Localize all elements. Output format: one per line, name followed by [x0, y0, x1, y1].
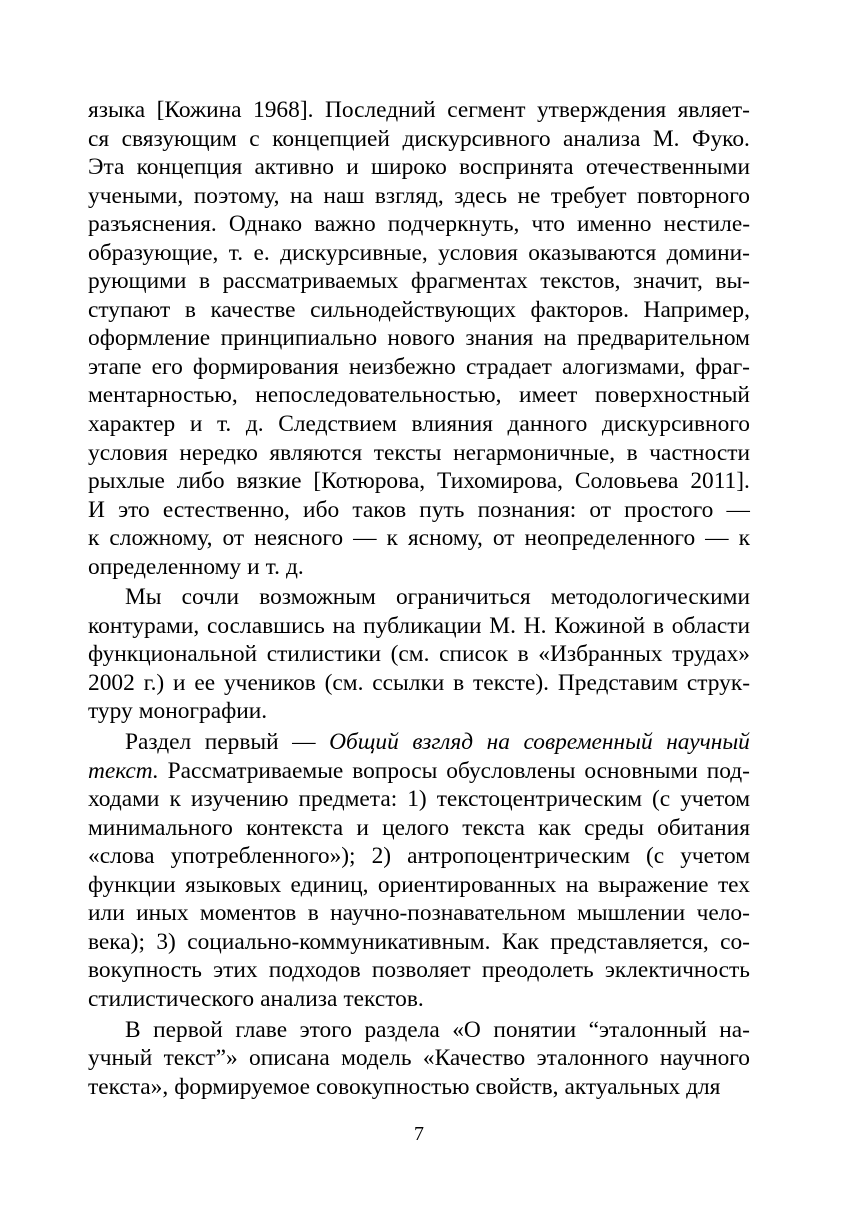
word: в — [184, 296, 196, 323]
word: первый — [204, 729, 279, 756]
body-text — [88, 96, 750, 1101]
word: рующими — [88, 268, 187, 295]
word: монографии. — [138, 698, 268, 725]
word: социально-коммуникативным. — [187, 928, 491, 955]
word: данного — [507, 411, 588, 438]
word: к — [169, 786, 181, 813]
text-line — [88, 496, 750, 525]
word: контекста — [246, 814, 344, 841]
text-line — [88, 814, 750, 843]
word: подходов — [268, 957, 361, 984]
word: частности — [649, 439, 750, 466]
word: являет- — [677, 97, 750, 123]
word: д. — [245, 411, 264, 438]
word: «слова — [88, 843, 155, 870]
word: условия — [88, 439, 168, 466]
text-line — [88, 296, 750, 325]
word: нестиле- — [663, 211, 750, 238]
word: на — [332, 612, 356, 639]
word: влияния — [411, 411, 493, 438]
word: анализа — [260, 985, 338, 1012]
word: и — [356, 814, 369, 841]
word: первой — [153, 1016, 223, 1043]
word: знания — [465, 325, 534, 352]
word: Н. — [523, 612, 547, 639]
word: Соловьева — [574, 468, 679, 495]
word: таков — [352, 496, 407, 523]
word: с — [249, 125, 260, 152]
word: имеет — [519, 382, 578, 409]
word: либо — [176, 468, 225, 495]
word: здесь — [454, 182, 507, 209]
word: именно — [577, 211, 652, 238]
word: учный — [88, 1045, 153, 1072]
text-line — [88, 928, 750, 957]
word: негармоничные, — [453, 439, 616, 466]
word: учеников — [223, 669, 316, 696]
word: целого — [382, 814, 450, 841]
word: его — [151, 353, 183, 380]
text-line — [88, 697, 750, 726]
word: вокупность — [88, 957, 202, 984]
word: и — [247, 553, 260, 580]
word: актуальных — [564, 1073, 681, 1100]
word: от — [589, 496, 611, 523]
word: широко — [371, 154, 447, 181]
word: 1968]. — [253, 97, 314, 123]
word: непоследовательностью, — [255, 382, 502, 409]
word: минимального — [88, 814, 233, 841]
text-line — [88, 210, 750, 239]
word: концепция — [136, 154, 243, 181]
word: Раздел — [125, 729, 192, 756]
word: неясного — [254, 525, 344, 552]
word: дискурсивного — [402, 125, 551, 152]
word: фрагментах — [410, 268, 528, 295]
word: современный — [523, 729, 653, 756]
word: «О — [452, 1016, 481, 1043]
word: 2) — [371, 843, 392, 870]
word: познания: — [477, 496, 577, 523]
text-line — [88, 899, 750, 928]
word: вы- — [715, 268, 750, 295]
word: подчеркнуть, — [387, 211, 520, 238]
word: ее — [194, 669, 216, 696]
word: отечественными — [585, 154, 750, 181]
word: области — [671, 612, 750, 639]
word: нового — [387, 325, 455, 352]
word: тексте). — [473, 669, 550, 696]
text-line — [88, 467, 750, 496]
word: оформление — [88, 325, 211, 352]
word: текстов, — [540, 268, 621, 295]
word: учеными, — [88, 182, 184, 209]
word: контурами, — [88, 612, 200, 639]
text-line — [88, 182, 750, 211]
word: характер — [88, 411, 176, 438]
word: повторного — [637, 182, 750, 209]
word: научного — [659, 1045, 750, 1072]
word: иных — [136, 900, 189, 927]
word: т. — [216, 411, 232, 438]
word: [Кожина — [156, 97, 242, 123]
word: что — [531, 211, 565, 238]
word: Рассматриваемые — [167, 757, 344, 784]
word: “эталонный — [588, 1016, 707, 1043]
word: ся — [88, 125, 110, 152]
word: совокупностью — [316, 1073, 470, 1100]
word: Однако — [228, 211, 303, 238]
word: со- — [720, 928, 750, 955]
text-line — [88, 125, 750, 154]
text-line — [88, 728, 750, 757]
word: не — [517, 182, 541, 209]
word: — — [726, 496, 750, 523]
word: этого — [299, 1016, 352, 1043]
word: фраг- — [695, 353, 750, 380]
word: неопределенного — [524, 525, 696, 552]
word: главе — [235, 1016, 288, 1043]
text-line — [88, 267, 750, 296]
text-line — [88, 353, 750, 382]
paragraph — [88, 1016, 750, 1102]
word: на — [486, 729, 510, 756]
word: ориентированных — [377, 871, 557, 898]
page-number: 7 — [414, 1123, 424, 1145]
word: разъяснения. — [88, 211, 217, 238]
word: ясному, — [407, 525, 483, 552]
word: в — [198, 268, 211, 295]
word: сегмент — [447, 97, 526, 123]
word: сложному, — [109, 525, 213, 552]
word: факторов. — [530, 296, 629, 323]
word: — — [292, 729, 316, 756]
word: алогизмами, — [562, 353, 686, 380]
word: (с — [646, 843, 665, 870]
word: как — [538, 814, 571, 841]
word: от — [492, 525, 515, 552]
word: и — [173, 669, 186, 696]
word: ступают — [88, 296, 171, 323]
word: рыхлые — [88, 468, 165, 495]
word: М. — [489, 612, 516, 639]
word: возможным — [259, 584, 376, 611]
text-line — [88, 439, 750, 468]
word: 2002 — [88, 669, 135, 696]
text-line — [88, 553, 750, 582]
word: формируемое — [174, 1073, 311, 1100]
word: важно — [314, 211, 376, 238]
word: сильнодействующих — [310, 296, 516, 323]
word: публикации — [363, 612, 482, 639]
word: поверхностный — [594, 382, 750, 409]
word: текста — [462, 814, 525, 841]
word: условия — [438, 239, 518, 266]
word: концепцией — [272, 125, 390, 152]
word: позволяет — [371, 957, 471, 984]
word: этих — [213, 957, 258, 984]
word: неизбежно — [348, 353, 456, 380]
word: преодолеть — [481, 957, 594, 984]
word: ибо — [303, 496, 340, 523]
word: раздела — [364, 1016, 440, 1043]
text-line — [88, 583, 750, 612]
word: этапе — [88, 353, 142, 380]
word: эталонного — [536, 1045, 649, 1072]
word: д. — [285, 553, 304, 580]
text-line — [88, 1044, 750, 1073]
word: Последний — [324, 97, 436, 123]
text-line — [88, 524, 750, 553]
word: взгляд, — [374, 182, 444, 209]
word: «Качество — [422, 1045, 526, 1072]
word: эклектичность — [604, 957, 750, 984]
word: Тихомирова, — [436, 468, 563, 495]
text-line — [88, 612, 750, 641]
word: Представим — [557, 669, 679, 696]
word: воспринята — [459, 154, 574, 181]
word: на — [543, 325, 567, 352]
word: выражение — [598, 871, 709, 898]
word: мышлении — [577, 900, 686, 927]
word: «Избранных — [538, 641, 663, 668]
word: (см. — [324, 669, 364, 696]
word: т. — [265, 553, 280, 580]
word: (с — [652, 786, 671, 813]
word: века); — [88, 928, 145, 955]
word: текста», — [88, 1073, 169, 1100]
word: стилистики — [266, 641, 382, 668]
text-line — [88, 640, 750, 669]
word: или — [88, 900, 125, 927]
word: понятии — [493, 1016, 577, 1043]
word: туру — [88, 698, 133, 725]
word: являются — [269, 439, 363, 466]
word: функции — [88, 871, 176, 898]
word: научно-познавательном — [330, 900, 566, 927]
word: требует — [550, 182, 627, 209]
word: для — [686, 1073, 721, 1100]
word: тех — [717, 871, 750, 898]
word: поэтому, — [193, 182, 280, 209]
word: учетом — [680, 786, 750, 813]
text-line — [88, 96, 750, 125]
word: и — [346, 154, 359, 181]
word: на- — [719, 1016, 750, 1043]
word: представляется, — [550, 928, 709, 955]
word: е. — [253, 239, 270, 266]
word: взгляд — [412, 729, 474, 756]
word: текстов. — [343, 985, 424, 1012]
text-line — [88, 239, 750, 268]
text-line — [88, 757, 750, 786]
word: путь — [419, 496, 465, 523]
word: текстоцентрическим — [436, 786, 643, 813]
word: к — [386, 525, 398, 552]
word: методологическими — [550, 584, 750, 611]
word: нередко — [179, 439, 258, 466]
word: определенному — [88, 553, 242, 580]
word: функциональной — [88, 641, 258, 668]
word: Мы — [125, 584, 162, 611]
word: в — [307, 900, 319, 927]
word: ссылки — [372, 669, 445, 696]
word: (см. — [390, 641, 430, 668]
word: ходами — [88, 786, 160, 813]
word: к — [738, 525, 750, 552]
word: основными — [584, 757, 698, 784]
word: под- — [706, 757, 750, 784]
word: утверждения — [536, 97, 667, 123]
word: значит, — [633, 268, 703, 295]
word: рассматриваемых — [222, 268, 399, 295]
word: описана — [249, 1045, 330, 1072]
word: В — [125, 1016, 141, 1043]
word: вязкие — [236, 468, 302, 495]
word: 3) — [156, 928, 176, 955]
word: текст”» — [163, 1045, 238, 1072]
word: трудах» — [672, 641, 750, 668]
paragraph — [88, 728, 750, 1013]
word: список — [439, 641, 508, 668]
text-line — [88, 785, 750, 814]
word: учетом — [680, 843, 750, 870]
paragraph — [88, 96, 750, 581]
word: страдает — [466, 353, 552, 380]
word: домини- — [666, 239, 750, 266]
text-line — [88, 842, 750, 871]
word: образующие, — [88, 239, 219, 266]
word: на — [290, 182, 313, 209]
word: дискурсивного — [601, 411, 750, 438]
word: связующим — [121, 125, 237, 152]
word: оказываются — [528, 239, 657, 266]
word: в — [652, 612, 665, 639]
word: — — [705, 525, 729, 552]
word: предмета: — [298, 786, 398, 813]
word: активно — [254, 154, 334, 181]
text-line — [88, 1073, 750, 1102]
text-line — [88, 153, 750, 182]
word: на — [565, 871, 589, 898]
word: М. — [652, 125, 680, 152]
word: и — [189, 411, 203, 438]
text-line — [88, 871, 750, 900]
word: г.) — [143, 669, 165, 696]
word: 2011]. — [690, 468, 750, 495]
text-line — [88, 669, 750, 698]
word: Например, — [643, 296, 750, 323]
word: принципиально — [220, 325, 378, 352]
word: в — [626, 439, 638, 466]
word: к — [88, 525, 100, 552]
word: в — [517, 641, 529, 668]
text-line — [88, 956, 750, 985]
word: вопросы — [352, 757, 438, 784]
word: антропоцентрическим — [407, 843, 631, 870]
word: свойств, — [475, 1073, 559, 1100]
text-line — [88, 324, 750, 353]
word: от — [222, 525, 245, 552]
word: обусловлены — [446, 757, 576, 784]
word: сочли — [181, 584, 240, 611]
paragraph — [88, 583, 750, 726]
word: обитания — [657, 814, 750, 841]
word: предварительном — [576, 325, 750, 352]
word: чело- — [696, 900, 750, 927]
word: текст. — [88, 757, 159, 784]
word: ограничиться — [395, 584, 531, 611]
word: языка — [88, 97, 146, 123]
word: ментарностью, — [88, 382, 238, 409]
word: языковых — [185, 871, 282, 898]
word: стилистического — [88, 985, 255, 1012]
word: употребленного»); — [170, 843, 356, 870]
word: Как — [501, 928, 539, 955]
word: формирования — [192, 353, 339, 380]
word: качестве — [210, 296, 296, 323]
text-line — [88, 410, 750, 439]
text-line — [88, 381, 750, 410]
word: тексты — [373, 439, 442, 466]
word: струк- — [686, 669, 751, 696]
word: Кожиной — [554, 612, 646, 639]
word: 1) — [407, 786, 427, 813]
word: единиц, — [290, 871, 369, 898]
word: [Котюрова, — [313, 468, 426, 495]
word: Следствием — [278, 411, 397, 438]
text-line — [88, 1016, 750, 1045]
word: Эта — [88, 154, 125, 181]
word: среды — [584, 814, 644, 841]
word: т. — [228, 239, 244, 266]
word: это — [118, 496, 150, 523]
word: моментов — [199, 900, 297, 927]
word: анализа — [563, 125, 641, 152]
word: — — [353, 525, 377, 552]
word: Общий — [329, 729, 399, 756]
word: изучению — [190, 786, 289, 813]
word: простого — [624, 496, 714, 523]
word: наш — [323, 182, 365, 209]
word: модель — [341, 1045, 412, 1072]
word: дискурсивные, — [280, 239, 428, 266]
word: Фуко. — [692, 125, 750, 152]
text-line — [88, 985, 750, 1014]
word: И — [88, 496, 105, 523]
word: научный — [666, 729, 750, 756]
word: естественно, — [162, 496, 290, 523]
word: в — [453, 669, 465, 696]
word: сославшись — [207, 612, 325, 639]
